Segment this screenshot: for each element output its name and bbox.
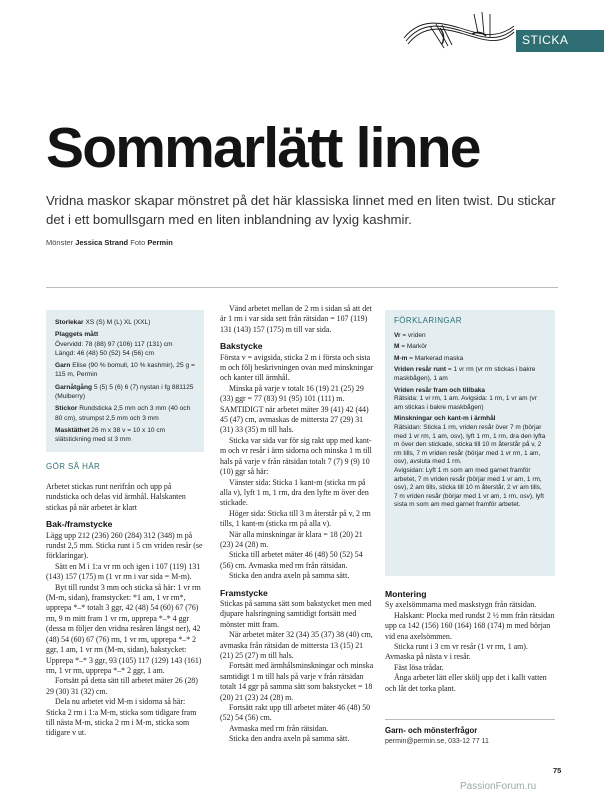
col1-paragraph: Lägg upp 212 (236) 260 (284) 312 (348) m på rundst 2,5 mm. Sticka runt i 5 cm vriden resår (se förklaringar). (46, 530, 203, 561)
yarn-skein-illustration (400, 8, 518, 52)
pattern-author: Jessica Strand (75, 238, 129, 247)
heading-montering: Montering (385, 589, 427, 599)
col3-paragraph: Fäst lösa trådar. (394, 662, 444, 672)
yarn-questions-contact: permin@permin.se, 033-12 77 11 (385, 738, 489, 745)
heading-framstycke: Framstycke (220, 587, 268, 598)
explanations-heading: FÖRKLARINGAR (394, 316, 462, 325)
column-3 (385, 583, 557, 694)
explain-vriden-fram: Vriden resår fram och tillbaka Rätsida: 1 vr rm, 1 am. Avigsida: 1 rm, 1 vr am (vr am stickas i bakre maskbågen) (394, 386, 537, 411)
col1-paragraph: Byt till rundst 3 mm och sticka så här: 1 vr rm (M-m, sidan), framstycket: *1 am, 1 vr rm*, upprepa *–* totalt 3 ggr, 42 (48) 54 (60) 67 (76) rm, 9 m mitt fram 1 vr rm, upprepa *–* 4 ggr (dessa m följer den vridna resåren längst ner), 42 (48) 54 (60) 67 (76) rm, 1 vr rm, upprepa *–* 2 ggr, 1 am, 1 vr rm (M-m, sidan), bakstycket: Upprepa *–* 3 ggr, 93 (105) 117 (129) 143 (161) rm, 1 vr rm, upprepa *–* 2 ggr, 1 am. (46, 582, 202, 675)
photo-label: Foto (130, 238, 146, 247)
col2-paragraph: Stickas på samma sätt som bakstycket men med djupare halsringning samtidigt fortsätt med mönster mitt fram. (220, 598, 372, 629)
col2-paragraph: Vänster sida: Sticka 1 kant-m (sticka rm på alla v), lyft 1 m, 1 rm, dra den lyfte m över den stickade. (220, 477, 369, 508)
info-gauge: Masktäthet 26 m x 38 v = 10 x 10 cm slätstickning med st 3 mm (55, 426, 166, 444)
col2-paragraph: När alla minskningar är klara = 18 (20) 21 (23) 24 (28) m. (220, 529, 363, 549)
yarn-questions-heading: Garn- och mönsterfrågor (385, 726, 478, 735)
heading-bakstycke: Bakstycke (220, 341, 263, 352)
divider (46, 287, 558, 288)
col2-paragraph: Avmaska med rm från rätsidan. (229, 723, 329, 733)
info-yarn: Garn Elise (90 % bomull, 10 % kashmir), 25 g = 115 m, Permin (55, 362, 195, 379)
col3-paragraph: Sticka runt i 3 cm vr resår (1 vr rm, 1 am). Avmaska på nästa v i resår. (385, 642, 528, 662)
col3-paragraph: Sy axelsömmarna med maskstygn från rätsidan. (385, 600, 537, 610)
article-title: Sommarlätt linne (46, 116, 480, 180)
info-yarn-amount: Garnåtgång 5 (5) 5 (6) 6 (7) nystan i fg 881125 (Mulberry) (55, 383, 194, 401)
section-label: STICKA (522, 33, 569, 47)
explain-minskningar: Minskningar och kant-m i ärmhål Rätsidan: Sticka 1 rm, vriden resår över 7 m (börjar med 1 vr rm, 1 am, osv), lyft 1 rm, 1 rm, dra den lyfta m över den stickade, sticka till 10 m återstår på v, 2 rm tills, 7 m vriden resår (börjar med 1 vr rm, 1 am, osv), avsluta med 1 rm. Avigsidan: Lyft 1 m som am med garnet framför arbetet, 7 m vriden resår (börjar med 1 vr am, 1 rm, osv), 2 am tills, sticka till 10 m återstår, 2 vr am tills, 7 m vriden resår (börjar med 1 vr am, 1 rm, osv), lyft sista m som am med garnet framför arbetet. (394, 415, 546, 509)
divider (385, 719, 555, 720)
instructions-heading: GÖR SÅ HÄR (46, 462, 101, 471)
col2-paragraph: Fortsätt rakt upp till arbetet mäter 46 (48) 50 (52) 54 (56) cm. (220, 703, 371, 723)
col3-paragraph: Halskant: Plocka med rundst 2 ½ mm från rätsidan upp ca 142 (156) 160 (164) 168 (174) m med början vid ena axelsömmen. (385, 610, 555, 641)
photo-author: Permin (147, 238, 173, 247)
col2-paragraph: Fortsätt med ärmhålsminskningar och minska samtidigt 1 m till hals på varje v från rätsidan totalt 14 ggr på samma sätt som bakstycket = 18 (20) 21 (23) 24 (28) m. (220, 661, 374, 702)
pattern-info-box (46, 310, 204, 452)
pattern-label: Mönster (46, 238, 74, 247)
col3-paragraph: Ånga arbetet lätt eller skölj upp det i kallt vatten och låt det torka plant. (385, 673, 547, 693)
explain-mm: M-m = Markerad maska (394, 354, 464, 362)
col1-paragraph: Dela nu arbetet vid M-m i sidorna så här: Sticka 2 rm i 1:a M-m, sticka som tidigare fram till nästa M-m, sticka 2 rm i M-m, sticka som tidigare v ut. (46, 697, 197, 738)
explain-vr: Vr = vriden (394, 331, 426, 339)
col2-paragraph: När arbetet mäter 32 (34) 35 (37) 38 (40) cm, avmaska från rätsidan de mittersta 13 (15) 21 (21) 25 (27) m till hals. (220, 630, 373, 660)
col1-intro: Arbetet stickas runt nerifrån och upp på rundsticka och delas vid ärmhål. Halskanten stickas på när arbetet är klart (46, 482, 186, 512)
credits (46, 238, 173, 247)
page-number: 75 (553, 766, 562, 775)
section-tab (516, 30, 604, 52)
col2-paragraph: Höger sida: Sticka till 3 m återstår på v, 2 rm tills, 1 kant-m (sticka rm på alla v). (220, 508, 371, 529)
info-sizes: Storlekar XS (S) M (L) XL (XXL) (55, 319, 151, 326)
col2-paragraph: Sticka den andra axeln på samma sätt. (229, 571, 350, 581)
explain-vriden-runt: Vriden resår runt = 1 vr rm (vr rm stickas i bakre maskbågen), 1 am (394, 366, 536, 382)
explanations-box (385, 310, 555, 576)
article-intro: Vridna maskor skapar mönstret på det här klassiska linnet med en liten twist. Du stickar det i ett bomullsgarn med en liten inblandning av lyxig kashmir. (46, 193, 556, 227)
explain-m: M = Markör (394, 343, 428, 351)
col1-paragraph: Fortsätt på detta sätt till arbetet mäter 26 (28) 29 (30) 31 (32) cm. (46, 676, 198, 696)
col2-paragraph: Vänd arbetet mellan de 2 rm i sidan så att det är 1 rm i var sida sett från rätsidan = 107 (119) 131 (143) 157 (175) m till var sida. (220, 304, 372, 334)
watermark: PassionForum.ru (460, 781, 537, 792)
column-2 (220, 304, 376, 745)
col2-paragraph: Sticka var sida var för sig rakt upp med kant-m och vr resår i ärm sidorna och minska 1 m till hals på varje v från rätsidan totalt 7 (7) 9 (9) 10 (10) ggr så här: (220, 435, 372, 477)
col2-paragraph: Minska på varje v totalt 16 (19) 21 (25) 29 (33) ggr = 77 (83) 91 (95) 101 (111) m. SAMTIDIGT när arbetet mäter 39 (41) 42 (44) 45 (47) cm, avmaskas de mittersta 27 (29) 31 (31) 33 (35) m till hals. (220, 383, 369, 435)
info-needles: Stickor Rundsticka 2,5 mm och 3 mm (40 och 80 cm), strumpst 2,5 mm och 3 mm (55, 405, 191, 422)
heading-bak-framstycke: Bak-/framstycke (46, 519, 113, 530)
column-1 (46, 482, 206, 739)
info-measurements: Plaggets mått Övervidd: 78 (88) 97 (106) 117 (131) cm Längd: 46 (48) 50 (52) 54 (56) cm (55, 331, 173, 357)
col1-paragraph: Sätt en M i 1:a vr rm och igen i 107 (119) 131 (143) 157 (175) m (1 vr rm i var sida = M-m). (46, 561, 201, 582)
col2-paragraph: Sticka till arbetet mäter 46 (48) 50 (52) 54 (56) cm. Avmaska med rm från rätsidan. (220, 550, 363, 570)
yarn-questions (385, 726, 560, 745)
col2-paragraph: Sticka den andra axeln på samma sätt. (229, 734, 350, 744)
col2-paragraph: Första v = avigsida, sticka 2 m i första och sista m och följ beskrivningen ovan med minskningar och kanter till ärmhål. (220, 352, 374, 383)
